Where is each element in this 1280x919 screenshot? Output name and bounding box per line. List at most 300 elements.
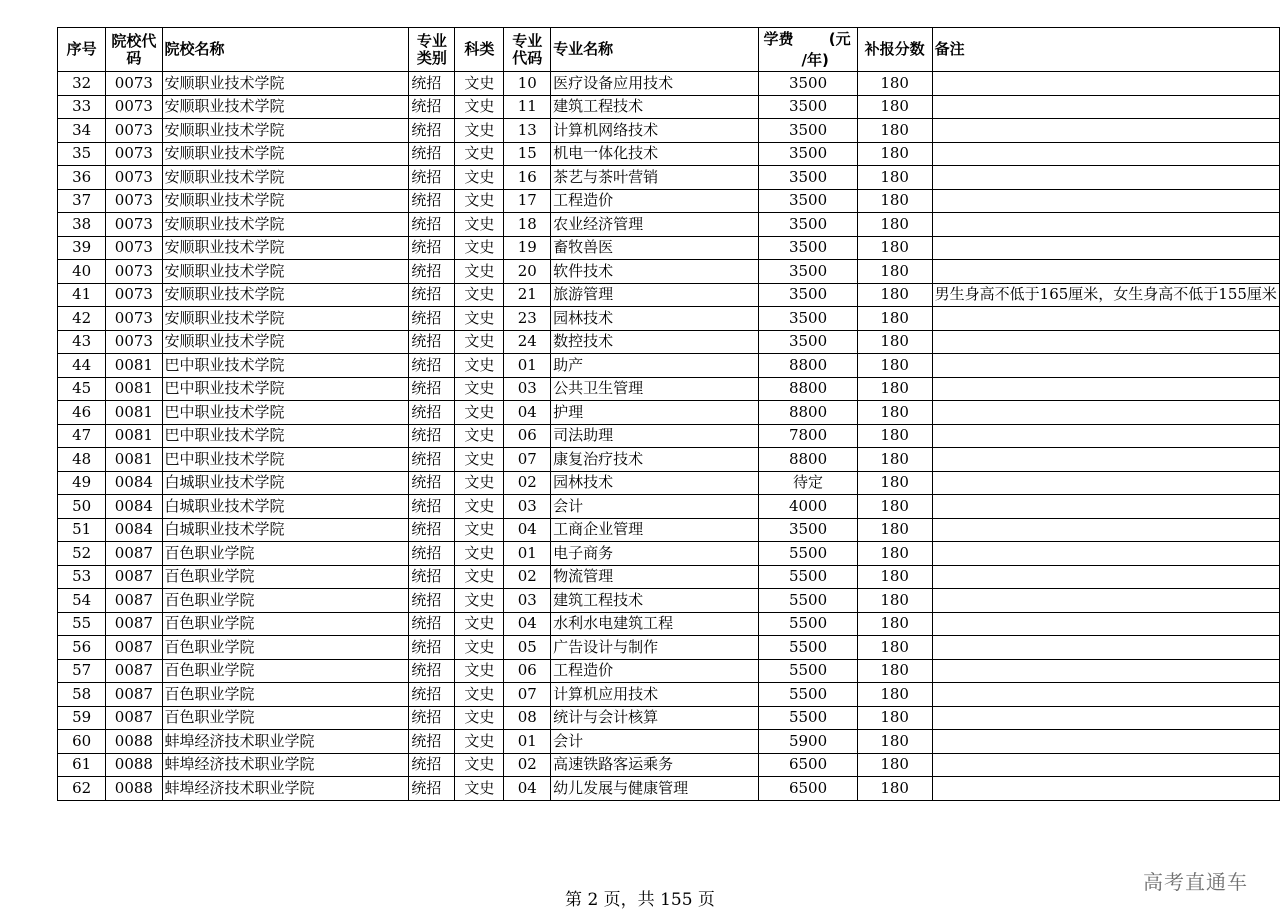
- cell-school-name: 百色职业学院: [162, 612, 409, 636]
- table-row: [58, 589, 1280, 613]
- cell-school-name: 安顺职业技术学院: [162, 260, 409, 284]
- cell-category: 统招: [409, 283, 455, 307]
- cell-fee: 3500: [759, 72, 857, 96]
- header-row: [58, 28, 1280, 72]
- cell-category: 统招: [409, 683, 455, 707]
- cell-major-code: 01: [504, 730, 551, 754]
- page-number: 第 2 页，共 155 页: [565, 890, 715, 910]
- cell-school-name: 巴中职业技术学院: [162, 377, 409, 401]
- cell-seq: 53: [58, 565, 106, 589]
- cell-school-name: 巴中职业技术学院: [162, 401, 409, 425]
- table-row: [58, 307, 1280, 331]
- cell-subject: 文史: [455, 636, 504, 660]
- table-row: [58, 753, 1280, 777]
- cell-category: 统招: [409, 260, 455, 284]
- cell-category: 统招: [409, 589, 455, 613]
- cell-school-code: 0073: [106, 72, 162, 96]
- cell-major-name: 计算机网络技术: [551, 119, 759, 143]
- cell-subject: 文史: [455, 495, 504, 519]
- cell-remarks: [932, 354, 1279, 378]
- table-row: [58, 612, 1280, 636]
- cell-category: 统招: [409, 448, 455, 472]
- cell-subject: 文史: [455, 706, 504, 730]
- cell-seq: 37: [58, 189, 106, 213]
- cell-major-code: 15: [504, 142, 551, 166]
- cell-major-name: 园林技术: [551, 307, 759, 331]
- cell-fee: 5500: [759, 612, 857, 636]
- cell-school-code: 0081: [106, 354, 162, 378]
- cell-seq: 34: [58, 119, 106, 143]
- cell-school-name: 安顺职业技术学院: [162, 95, 409, 119]
- cell-fee: 3500: [759, 95, 857, 119]
- cell-remarks: [932, 189, 1279, 213]
- cell-subject: 文史: [455, 683, 504, 707]
- cell-fee: 3500: [759, 236, 857, 260]
- cell-fee: 8800: [759, 377, 857, 401]
- cell-major-code: 07: [504, 683, 551, 707]
- cell-category: 统招: [409, 471, 455, 495]
- cell-min-score: 180: [857, 495, 932, 519]
- cell-min-score: 180: [857, 636, 932, 660]
- cell-major-name: 高速铁路客运乘务: [551, 753, 759, 777]
- cell-remarks: [932, 330, 1279, 354]
- cell-school-name: 安顺职业技术学院: [162, 72, 409, 96]
- cell-subject: 文史: [455, 542, 504, 566]
- cell-min-score: 180: [857, 283, 932, 307]
- cell-school-code: 0073: [106, 213, 162, 237]
- cell-major-name: 园林技术: [551, 471, 759, 495]
- cell-min-score: 180: [857, 142, 932, 166]
- table-row: [58, 495, 1280, 519]
- cell-school-code: 0081: [106, 424, 162, 448]
- cell-subject: 文史: [455, 72, 504, 96]
- cell-remarks: [932, 589, 1279, 613]
- cell-major-name: 建筑工程技术: [551, 95, 759, 119]
- cell-fee: 5500: [759, 542, 857, 566]
- cell-school-code: 0088: [106, 753, 162, 777]
- cell-subject: 文史: [455, 777, 504, 801]
- cell-seq: 32: [58, 72, 106, 96]
- cell-school-code: 0073: [106, 260, 162, 284]
- header-category: 专业类别: [409, 28, 455, 72]
- cell-school-code: 0088: [106, 777, 162, 801]
- cell-school-name: 安顺职业技术学院: [162, 283, 409, 307]
- table-row: [58, 95, 1280, 119]
- cell-fee: 6500: [759, 777, 857, 801]
- cell-fee: 5500: [759, 659, 857, 683]
- cell-major-code: 01: [504, 542, 551, 566]
- table-row: [58, 659, 1280, 683]
- cell-min-score: 180: [857, 401, 932, 425]
- cell-school-name: 蚌埠经济技术职业学院: [162, 777, 409, 801]
- cell-school-code: 0081: [106, 377, 162, 401]
- cell-major-name: 农业经济管理: [551, 213, 759, 237]
- cell-school-code: 0073: [106, 119, 162, 143]
- table-row: [58, 354, 1280, 378]
- cell-remarks: [932, 236, 1279, 260]
- cell-school-name: 蚌埠经济技术职业学院: [162, 730, 409, 754]
- cell-fee: 7800: [759, 424, 857, 448]
- cell-category: 统招: [409, 72, 455, 96]
- admission-table: [57, 27, 1280, 801]
- cell-min-score: 180: [857, 777, 932, 801]
- cell-seq: 52: [58, 542, 106, 566]
- cell-category: 统招: [409, 706, 455, 730]
- header-fee-part2: (元: [828, 30, 851, 48]
- cell-min-score: 180: [857, 542, 932, 566]
- cell-school-code: 0081: [106, 401, 162, 425]
- cell-category: 统招: [409, 612, 455, 636]
- header-seq: 序号: [58, 28, 106, 72]
- cell-major-name: 软件技术: [551, 260, 759, 284]
- cell-remarks: [932, 95, 1279, 119]
- cell-seq: 45: [58, 377, 106, 401]
- cell-remarks: [932, 777, 1279, 801]
- cell-subject: 文史: [455, 166, 504, 190]
- cell-min-score: 180: [857, 589, 932, 613]
- table-row: [58, 730, 1280, 754]
- cell-subject: 文史: [455, 283, 504, 307]
- cell-fee: 5500: [759, 565, 857, 589]
- cell-min-score: 180: [857, 166, 932, 190]
- cell-school-name: 安顺职业技术学院: [162, 307, 409, 331]
- cell-category: 统招: [409, 354, 455, 378]
- cell-major-code: 24: [504, 330, 551, 354]
- table-row: [58, 471, 1280, 495]
- cell-category: 统招: [409, 777, 455, 801]
- cell-min-score: 180: [857, 706, 932, 730]
- cell-major-code: 04: [504, 777, 551, 801]
- cell-category: 统招: [409, 401, 455, 425]
- cell-major-code: 06: [504, 424, 551, 448]
- cell-remarks: [932, 213, 1279, 237]
- cell-major-name: 物流管理: [551, 565, 759, 589]
- cell-subject: 文史: [455, 589, 504, 613]
- header-school-code: 院校代码: [106, 28, 162, 72]
- cell-school-code: 0087: [106, 636, 162, 660]
- cell-category: 统招: [409, 166, 455, 190]
- cell-school-name: 巴中职业技术学院: [162, 424, 409, 448]
- header-fee-part3: /年): [801, 51, 829, 69]
- cell-major-name: 助产: [551, 354, 759, 378]
- cell-category: 统招: [409, 307, 455, 331]
- cell-school-code: 0087: [106, 589, 162, 613]
- cell-seq: 61: [58, 753, 106, 777]
- table-row: [58, 142, 1280, 166]
- cell-category: 统招: [409, 236, 455, 260]
- cell-min-score: 180: [857, 236, 932, 260]
- cell-school-code: 0073: [106, 330, 162, 354]
- table-row: [58, 283, 1280, 307]
- cell-min-score: 180: [857, 730, 932, 754]
- cell-major-name: 工商企业管理: [551, 518, 759, 542]
- table-row: [58, 448, 1280, 472]
- cell-major-name: 康复治疗技术: [551, 448, 759, 472]
- table-row: [58, 119, 1280, 143]
- cell-remarks: [932, 495, 1279, 519]
- header-major-name: 专业名称: [551, 28, 759, 72]
- cell-major-name: 建筑工程技术: [551, 589, 759, 613]
- cell-major-name: 医疗设备应用技术: [551, 72, 759, 96]
- cell-seq: 59: [58, 706, 106, 730]
- cell-category: 统招: [409, 189, 455, 213]
- cell-major-name: 会计: [551, 495, 759, 519]
- cell-min-score: 180: [857, 471, 932, 495]
- cell-min-score: 180: [857, 377, 932, 401]
- cell-school-code: 0073: [106, 95, 162, 119]
- cell-category: 统招: [409, 518, 455, 542]
- cell-remarks: [932, 565, 1279, 589]
- cell-major-name: 工程造价: [551, 659, 759, 683]
- cell-seq: 41: [58, 283, 106, 307]
- cell-category: 统招: [409, 542, 455, 566]
- cell-fee: 3500: [759, 518, 857, 542]
- cell-major-name: 机电一体化技术: [551, 142, 759, 166]
- cell-school-name: 安顺职业技术学院: [162, 119, 409, 143]
- cell-school-code: 0088: [106, 730, 162, 754]
- cell-remarks: [932, 542, 1279, 566]
- cell-remarks: [932, 683, 1279, 707]
- cell-major-code: 04: [504, 612, 551, 636]
- cell-min-score: 180: [857, 518, 932, 542]
- cell-school-name: 百色职业学院: [162, 636, 409, 660]
- cell-major-code: 05: [504, 636, 551, 660]
- cell-seq: 46: [58, 401, 106, 425]
- cell-major-name: 计算机应用技术: [551, 683, 759, 707]
- table-row: [58, 636, 1280, 660]
- cell-school-name: 安顺职业技术学院: [162, 330, 409, 354]
- cell-school-code: 0087: [106, 683, 162, 707]
- cell-remarks: [932, 119, 1279, 143]
- table-row: [58, 330, 1280, 354]
- table-row: [58, 542, 1280, 566]
- cell-remarks: [932, 448, 1279, 472]
- cell-remarks: [932, 401, 1279, 425]
- cell-remarks: 男生身高不低于165厘米，女生身高不低于155厘米: [932, 283, 1279, 307]
- cell-school-name: 百色职业学院: [162, 706, 409, 730]
- header-school-name: 院校名称: [162, 28, 409, 72]
- header-remarks: 备注: [932, 28, 1279, 72]
- cell-school-code: 0084: [106, 495, 162, 519]
- cell-fee: 3500: [759, 166, 857, 190]
- table-row: [58, 777, 1280, 801]
- cell-school-code: 0073: [106, 307, 162, 331]
- cell-major-code: 02: [504, 471, 551, 495]
- cell-school-name: 白城职业技术学院: [162, 471, 409, 495]
- cell-fee: 3500: [759, 213, 857, 237]
- cell-min-score: 180: [857, 119, 932, 143]
- cell-fee: 8800: [759, 401, 857, 425]
- cell-school-code: 0087: [106, 565, 162, 589]
- cell-remarks: [932, 659, 1279, 683]
- cell-category: 统招: [409, 213, 455, 237]
- cell-remarks: [932, 612, 1279, 636]
- cell-major-name: 公共卫生管理: [551, 377, 759, 401]
- cell-fee: 3500: [759, 283, 857, 307]
- cell-school-code: 0087: [106, 542, 162, 566]
- cell-school-name: 百色职业学院: [162, 542, 409, 566]
- cell-school-name: 白城职业技术学院: [162, 518, 409, 542]
- cell-category: 统招: [409, 659, 455, 683]
- cell-fee: 3500: [759, 119, 857, 143]
- cell-min-score: 180: [857, 307, 932, 331]
- cell-fee: 3500: [759, 330, 857, 354]
- table-row: [58, 72, 1280, 96]
- cell-subject: 文史: [455, 142, 504, 166]
- header-major-code: 专业代码: [504, 28, 551, 72]
- cell-min-score: 180: [857, 683, 932, 707]
- cell-subject: 文史: [455, 236, 504, 260]
- cell-major-code: 16: [504, 166, 551, 190]
- cell-fee: 5500: [759, 636, 857, 660]
- cell-remarks: [932, 753, 1279, 777]
- cell-school-code: 0087: [106, 706, 162, 730]
- cell-major-code: 13: [504, 119, 551, 143]
- cell-seq: 40: [58, 260, 106, 284]
- cell-major-code: 04: [504, 401, 551, 425]
- cell-major-code: 20: [504, 260, 551, 284]
- cell-category: 统招: [409, 753, 455, 777]
- cell-seq: 49: [58, 471, 106, 495]
- table-row: [58, 401, 1280, 425]
- cell-category: 统招: [409, 119, 455, 143]
- cell-fee: 4000: [759, 495, 857, 519]
- cell-fee: 3500: [759, 142, 857, 166]
- cell-seq: 47: [58, 424, 106, 448]
- cell-school-code: 0087: [106, 612, 162, 636]
- cell-seq: 39: [58, 236, 106, 260]
- header-fee-part1: 学费: [763, 30, 794, 48]
- cell-major-code: 18: [504, 213, 551, 237]
- cell-fee: 5900: [759, 730, 857, 754]
- cell-subject: 文史: [455, 565, 504, 589]
- cell-school-name: 安顺职业技术学院: [162, 213, 409, 237]
- cell-major-code: 03: [504, 377, 551, 401]
- cell-min-score: 180: [857, 330, 932, 354]
- cell-major-name: 数控技术: [551, 330, 759, 354]
- cell-school-name: 百色职业学院: [162, 683, 409, 707]
- cell-subject: 文史: [455, 189, 504, 213]
- cell-subject: 文史: [455, 377, 504, 401]
- cell-category: 统招: [409, 565, 455, 589]
- header-min-score: 补报分数: [857, 28, 932, 72]
- cell-remarks: [932, 636, 1279, 660]
- table-row: [58, 213, 1280, 237]
- cell-major-name: 工程造价: [551, 189, 759, 213]
- cell-major-name: 水利水电建筑工程: [551, 612, 759, 636]
- cell-fee: 5500: [759, 706, 857, 730]
- cell-category: 统招: [409, 730, 455, 754]
- cell-major-name: 茶艺与茶叶营销: [551, 166, 759, 190]
- cell-major-name: 统计与会计核算: [551, 706, 759, 730]
- cell-major-code: 21: [504, 283, 551, 307]
- cell-fee: 6500: [759, 753, 857, 777]
- cell-min-score: 180: [857, 95, 932, 119]
- cell-remarks: [932, 72, 1279, 96]
- cell-seq: 60: [58, 730, 106, 754]
- cell-subject: 文史: [455, 471, 504, 495]
- cell-min-score: 180: [857, 753, 932, 777]
- cell-subject: 文史: [455, 424, 504, 448]
- cell-remarks: [932, 377, 1279, 401]
- cell-category: 统招: [409, 95, 455, 119]
- table-row: [58, 377, 1280, 401]
- cell-min-score: 180: [857, 659, 932, 683]
- cell-min-score: 180: [857, 354, 932, 378]
- cell-school-code: 0073: [106, 283, 162, 307]
- cell-subject: 文史: [455, 260, 504, 284]
- table-row: [58, 706, 1280, 730]
- cell-remarks: [932, 166, 1279, 190]
- cell-seq: 51: [58, 518, 106, 542]
- cell-subject: 文史: [455, 612, 504, 636]
- cell-seq: 48: [58, 448, 106, 472]
- cell-school-name: 百色职业学院: [162, 565, 409, 589]
- cell-school-code: 0073: [106, 142, 162, 166]
- cell-school-name: 巴中职业技术学院: [162, 448, 409, 472]
- cell-remarks: [932, 730, 1279, 754]
- cell-min-score: 180: [857, 424, 932, 448]
- cell-school-name: 安顺职业技术学院: [162, 236, 409, 260]
- cell-category: 统招: [409, 330, 455, 354]
- cell-seq: 56: [58, 636, 106, 660]
- cell-remarks: [932, 424, 1279, 448]
- cell-remarks: [932, 307, 1279, 331]
- cell-major-code: 03: [504, 589, 551, 613]
- cell-fee: 5500: [759, 683, 857, 707]
- cell-seq: 36: [58, 166, 106, 190]
- cell-school-code: 0081: [106, 448, 162, 472]
- table-row: [58, 260, 1280, 284]
- cell-subject: 文史: [455, 95, 504, 119]
- cell-subject: 文史: [455, 213, 504, 237]
- cell-major-code: 23: [504, 307, 551, 331]
- table-row: [58, 236, 1280, 260]
- cell-school-name: 百色职业学院: [162, 589, 409, 613]
- cell-subject: 文史: [455, 448, 504, 472]
- cell-fee: 3500: [759, 307, 857, 331]
- cell-seq: 54: [58, 589, 106, 613]
- cell-major-name: 幼儿发展与健康管理: [551, 777, 759, 801]
- cell-category: 统招: [409, 495, 455, 519]
- cell-seq: 57: [58, 659, 106, 683]
- cell-major-code: 06: [504, 659, 551, 683]
- cell-category: 统招: [409, 424, 455, 448]
- cell-subject: 文史: [455, 659, 504, 683]
- cell-major-name: 司法助理: [551, 424, 759, 448]
- cell-fee: 8800: [759, 354, 857, 378]
- cell-school-name: 白城职业技术学院: [162, 495, 409, 519]
- cell-major-code: 17: [504, 189, 551, 213]
- cell-major-code: 19: [504, 236, 551, 260]
- table-row: [58, 565, 1280, 589]
- cell-subject: 文史: [455, 119, 504, 143]
- cell-major-code: 03: [504, 495, 551, 519]
- cell-school-code: 0084: [106, 471, 162, 495]
- table-row: [58, 166, 1280, 190]
- cell-subject: 文史: [455, 354, 504, 378]
- table-row: [58, 683, 1280, 707]
- cell-remarks: [932, 260, 1279, 284]
- cell-fee: 3500: [759, 189, 857, 213]
- cell-school-name: 百色职业学院: [162, 659, 409, 683]
- cell-min-score: 180: [857, 565, 932, 589]
- cell-school-code: 0084: [106, 518, 162, 542]
- cell-seq: 43: [58, 330, 106, 354]
- cell-min-score: 180: [857, 189, 932, 213]
- cell-subject: 文史: [455, 518, 504, 542]
- cell-major-code: 01: [504, 354, 551, 378]
